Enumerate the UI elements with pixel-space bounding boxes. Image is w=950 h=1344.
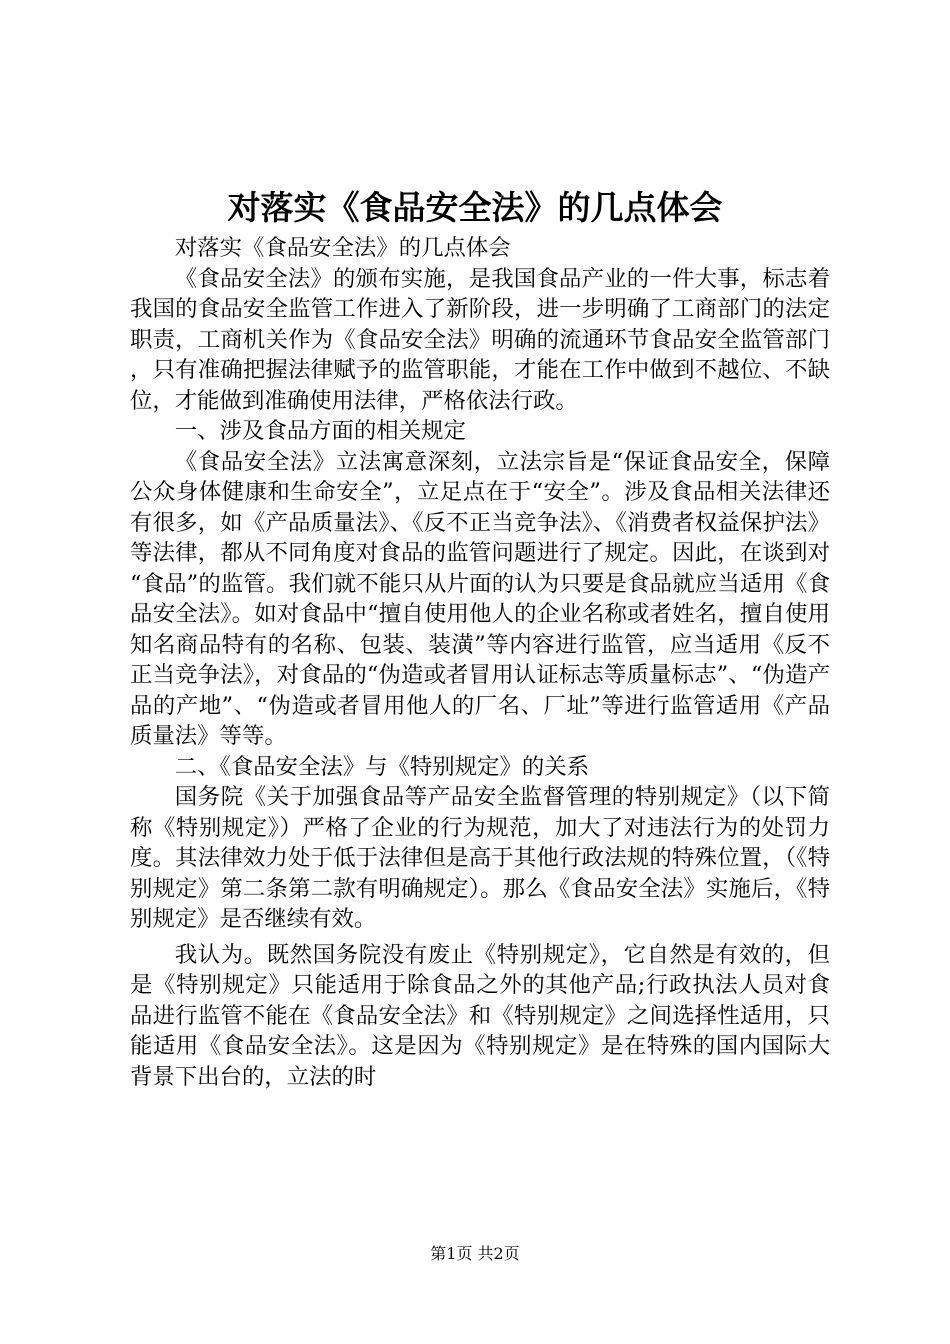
paragraph-subtitle: 对落实《食品安全法》的几点体会 <box>174 235 511 261</box>
document-title: 对落实《食品安全法》的几点体会 <box>227 188 723 227</box>
paragraph-intro: 《食品安全法》的颁布实施，是我国食品产业的一件大事，标志着我国的食品安全监管工作进入了新阶段，进一步明确了工商部门的法定职责，工商机关作为《食品安全法》明确的流通环节食品安全监管部门，只有准确把握法律赋予的监管职能，才能在工作中做到不越位、不缺位，才能做到准确使用法律，严格依法行政。 <box>130 265 830 414</box>
paragraph-opinion: 我认为。既然国务院没有废止《特别规定》，它自然是有效的，但是《特别规定》只能适用于除食品之外的其他产品;行政执法人员对食品进行监管不能在《食品安全法》和《特别规定》之间选择性适用，只能适用《食品安全法》。这是因为《特别规定》是在特殊的国内国际大背景下出台的，立法的时 <box>130 941 830 1090</box>
section-heading-1: 一、涉及食品方面的相关规定 <box>174 418 466 444</box>
page-footer: 第1页 共2页 <box>430 1244 520 1263</box>
section-heading-2: 二、《食品安全法》与《特别规定》的关系 <box>174 753 590 780</box>
document-body <box>130 233 830 1092</box>
paragraph-section-1: 《食品安全法》立法寓意深刻，立法宗旨是“保证食品安全，保障公众身体健康和生命安全”，立足点在于“安全”。涉及食品相关法律还有很多，如《产品质量法》、《反不正当竞争法》、《消费者权益保护法》等法律，都从不同角度对食品的监管问题进行了规定。因此，在谈到对“食品”的监管。我们就不能只从片面的认为只要是食品就应当适用《食品安全法》。如对食品中“擅自使用他人的企业名称或者姓名，擅自使用知名商品特有的名称、包装、装潢”等内容进行监管，应当适用《反不正当竞争法》，对食品的“伪造或者冒用认证标志等质量标志”、“伪造产品的产地”、“伪造或者冒用他人的厂名、厂址”等进行监管适用《产品质量法》等等。 <box>130 448 830 749</box>
paragraph-section-2: 国务院《关于加强食品等产品安全监督管理的特别规定》（以下简称《特别规定》）严格了企业的行为规范，加大了对违法行为的处罚力度。其法律效力处于低于法律但是高于其他行政法规的特殊位置，（《特别规定》第二条第二款有明确规定）。那么《食品安全法》实施后，《特别规定》是否继续有效。 <box>130 784 830 932</box>
